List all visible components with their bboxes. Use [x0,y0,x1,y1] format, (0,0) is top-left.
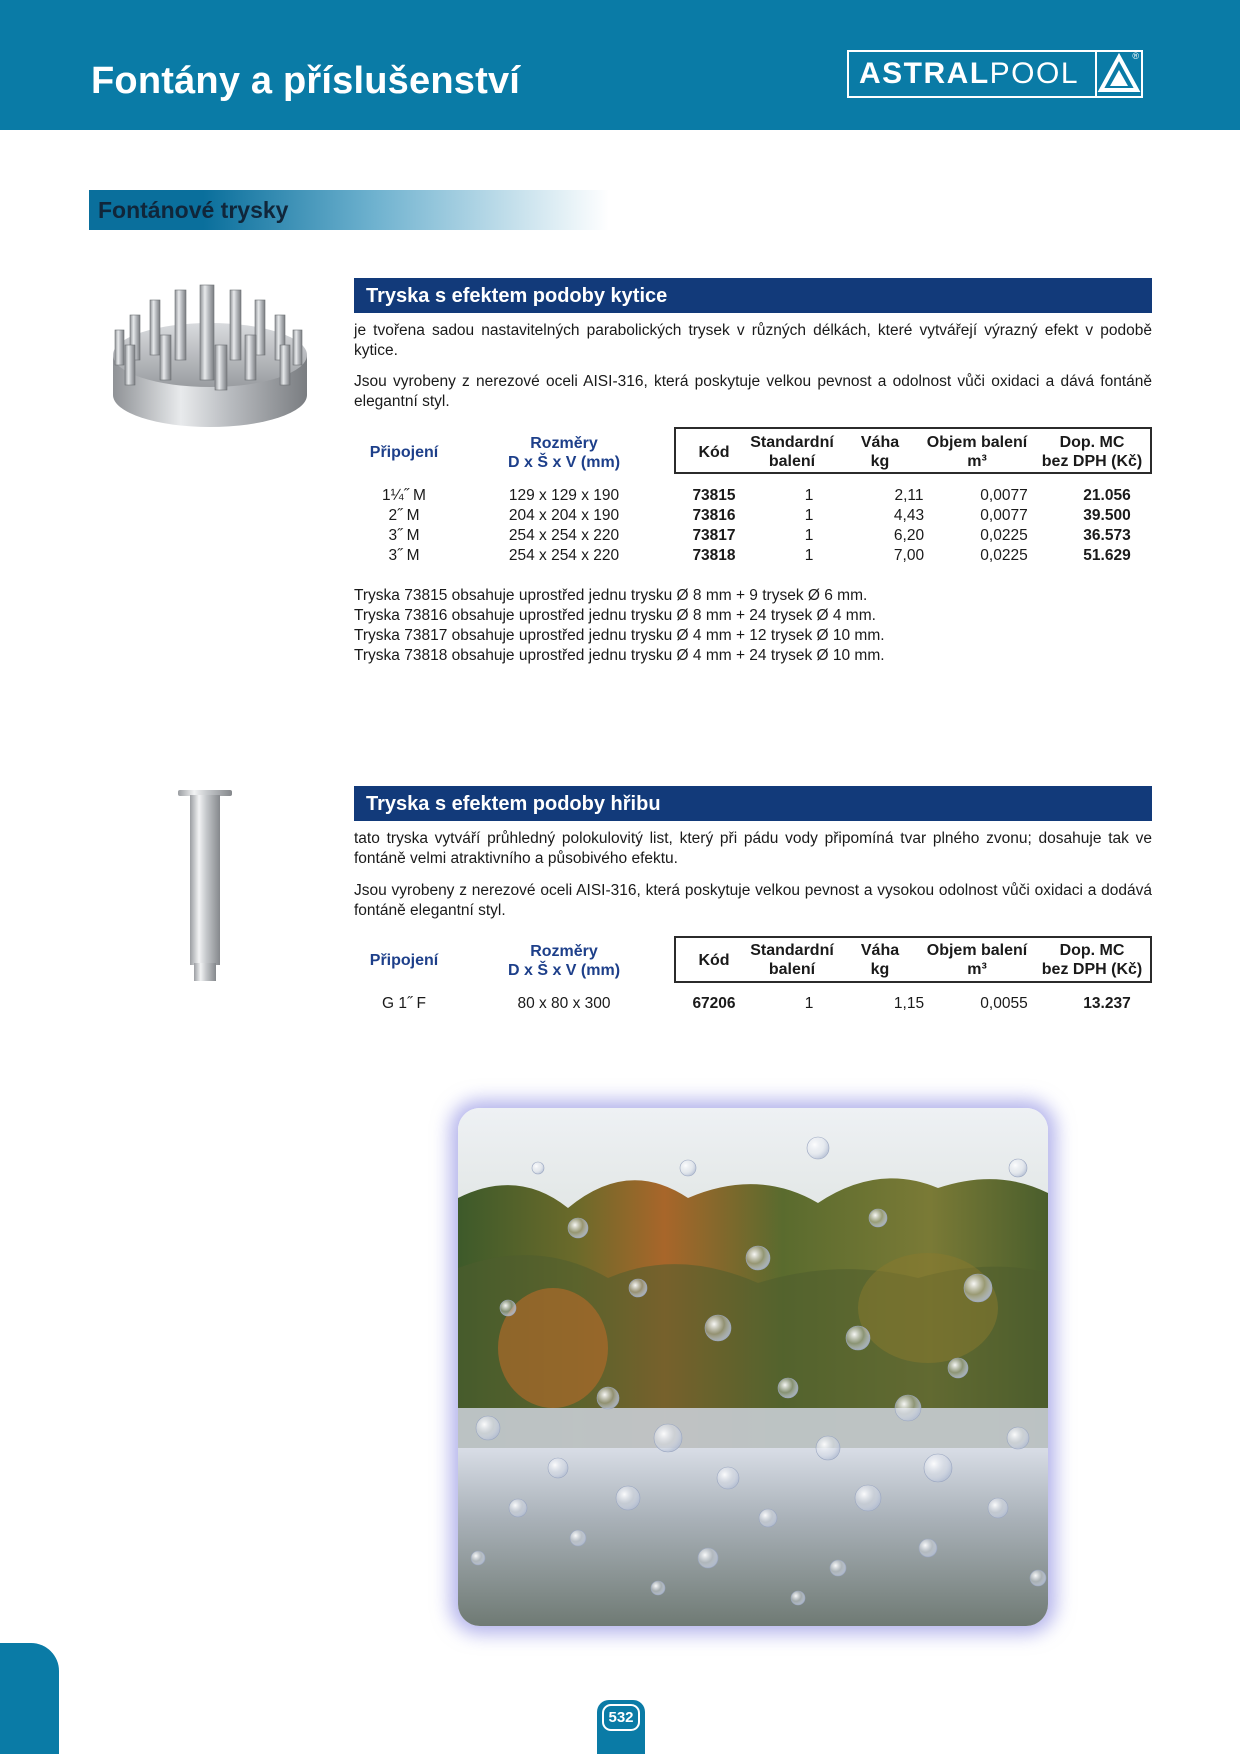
cell-volume: 0,0225 [980,527,1028,544]
fountain-photo [458,1108,1048,1626]
cell-dimensions: 80 x 80 x 300 [517,995,611,1012]
cell-dimensions: 254 x 254 x 220 [508,527,620,544]
col-header-dimensions: Rozměry D x Š x V (mm) [507,435,621,471]
product-notes [354,586,1152,666]
col-header-connection: Připojení [369,444,439,461]
col-header-pack: Standardní balení [750,942,834,978]
table-row [354,487,1152,507]
product-description: Jsou vyrobeny z nerezové oceli AISI-316, která poskytuje velkou pevnost a vysokou odolnost vůči oxidaci a dodává fontáně elegantní styl. [354,882,1152,919]
table-row [354,995,1152,1015]
cell-price: 36.573 [1083,527,1131,544]
page-header [0,0,1240,130]
cell-connection: 3˝ M [388,527,420,544]
cell-code: 73816 [692,507,736,524]
cell-pack: 1 [804,527,814,544]
cell-pack: 1 [804,487,814,504]
page-number: 532 [602,1704,640,1731]
col-header-weight: Váha kg [860,942,900,978]
cell-volume: 0,0055 [980,995,1028,1012]
cell-connection: G 1˝ F [382,995,426,1012]
cell-volume: 0,0077 [980,507,1028,524]
product-description: Jsou vyrobeny z nerezové oceli AISI-316, která poskytuje velkou pevnost a odolnost vůči oxidaci a dává fontáně elegantní styl. [354,373,1152,410]
cell-pack: 1 [804,507,814,524]
col-header-dimensions: Rozměry D x Š x V (mm) [507,943,621,979]
mushroom-nozzle-image [170,785,240,985]
cell-price: 39.500 [1083,507,1131,524]
cell-weight: 2,11 [894,487,924,504]
col-header-volume: Objem balení m³ [926,942,1028,978]
col-header-connection: Připojení [369,952,439,969]
page-title: Fontány a příslušenství [91,60,521,102]
cell-volume: 0,0077 [980,487,1028,504]
corner-decoration [0,1643,59,1754]
registered-mark: ® [1132,51,1139,61]
col-header-weight: Váha kg [860,434,900,470]
cell-price: 13.237 [1083,995,1131,1012]
cell-code: 73815 [692,487,736,504]
cell-code: 73818 [692,547,736,564]
note-line: Tryska 73816 obsahuje uprostřed jednu trysku Ø 8 mm + 24 trysek Ø 4 mm. [354,607,876,624]
cell-price: 21.056 [1083,487,1131,504]
cell-dimensions: 129 x 129 x 190 [508,487,620,504]
col-header-code: Kód [698,444,730,461]
logo-text: ASTRALPOOL [859,57,1080,90]
cell-dimensions: 254 x 254 x 220 [508,547,620,564]
astralpool-logo [847,50,1143,98]
note-line: Tryska 73817 obsahuje uprostřed jednu trysku Ø 4 mm + 12 trysek Ø 10 mm. [354,627,885,644]
product-header-bouquet [354,278,1152,313]
col-header-volume: Objem balení m³ [926,434,1028,470]
cell-volume: 0,0225 [980,547,1028,564]
section-header [89,190,609,230]
product-description: tato tryska vytváří průhledný polokulovitý list, který při pádu vody připomíná tvar plného zvonu; dosahuje tak ve fontáně velmi atraktivního a působivého efektu. [354,830,1152,867]
table-row [354,547,1152,567]
cell-weight: 4,43 [893,507,925,524]
table-row [354,507,1152,527]
cell-connection: 3˝ M [388,547,420,564]
cell-weight: 1,15 [893,995,925,1012]
note-line: Tryska 73815 obsahuje uprostřed jednu trysku Ø 8 mm + 9 trysek Ø 6 mm. [354,587,868,604]
cell-dimensions: 204 x 204 x 190 [508,507,620,524]
cell-weight: 6,20 [893,527,925,544]
col-header-pack: Standardní balení [750,434,834,470]
cell-code: 67206 [692,995,736,1012]
note-line: Tryska 73818 obsahuje uprostřed jednu trysku Ø 4 mm + 24 trysek Ø 10 mm. [354,647,885,664]
product-description: je tvořena sadou nastavitelných parabolických trysek v různých délkách, které vytvářejí výrazný efekt v podobě kytice. [354,322,1152,359]
col-header-price: Dop. MC bez DPH (Kč) [1041,942,1143,978]
cell-pack: 1 [804,547,814,564]
cell-price: 51.629 [1083,547,1131,564]
section-title: Fontánové trysky [98,197,289,223]
product-header-mushroom [354,786,1152,821]
bouquet-nozzle-image [105,275,315,465]
cell-connection: 1¼˝ M [382,487,426,504]
cell-connection: 2˝ M [388,507,420,524]
col-header-code: Kód [698,952,730,969]
product-title: Tryska s efektem podoby kytice [366,285,668,307]
table-row [354,527,1152,547]
cell-code: 73817 [692,527,736,544]
cell-pack: 1 [804,995,814,1012]
cell-weight: 7,00 [893,547,925,564]
product-title: Tryska s efektem podoby hřibu [366,793,661,815]
col-header-price: Dop. MC bez DPH (Kč) [1041,434,1143,470]
